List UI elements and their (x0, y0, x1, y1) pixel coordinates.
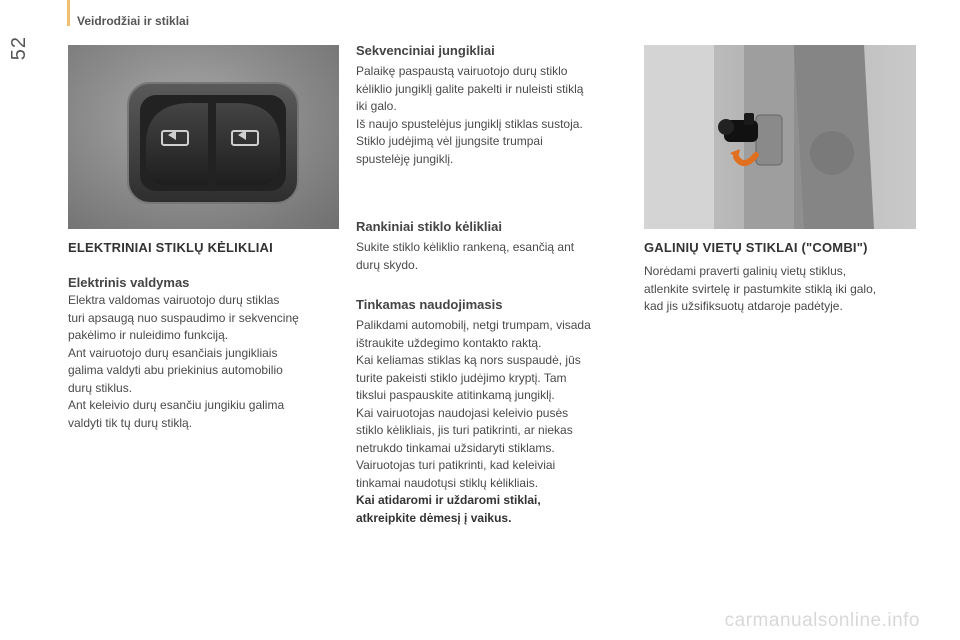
sequential-switches-text (356, 63, 628, 168)
text-line: durų stiklus. (68, 380, 133, 395)
text-line: Kai keliamas stiklas ką nors suspaudė, jūs (356, 353, 581, 367)
text-line: galima valdyti abu priekinius automobilio (68, 363, 283, 377)
proper-use-text (356, 317, 631, 527)
text-line: pakėlimo ir nuleidimo funkciją. (68, 328, 229, 342)
text-line: stiklo kėlikliais, jis turi patikrinti, ar niekas (356, 423, 573, 437)
rear-window-latch-photo (644, 45, 916, 229)
manual-windows-text (356, 239, 628, 274)
text-line: Stiklo judėjimą vėl įjungsite trumpai (356, 134, 543, 148)
proper-use-heading: Tinkamas naudojimasis (356, 297, 503, 312)
text-line: turite pakeisti stiklo judėjimo kryptį. Tam (356, 370, 567, 385)
electric-control-subheading: Elektrinis valdymas (68, 275, 190, 290)
text-line: spustelėję jungiklį. (356, 151, 454, 166)
electric-control-text (68, 292, 343, 432)
text-line: Sukite stiklo kėliklio rankeną, esančią ant (356, 240, 575, 254)
text-line: Ant vairuotojo durų esančiais jungikliais (68, 345, 278, 360)
text-line: atlenkite svirtelę ir pastumkite stiklą iki galo, (644, 281, 877, 296)
rear-windows-text (644, 263, 919, 316)
power-windows-heading: ELEKTRINIAI STIKLŲ KĖLIKLIAI (68, 240, 273, 255)
text-line: Norėdami praverti galinių vietų stiklus, (644, 264, 847, 278)
manual-windows-heading: Rankiniai stiklo kėlikliai (356, 219, 502, 234)
text-line: ištraukite uždegimo kontakto raktą. (356, 335, 542, 350)
watermark: carmanualsonline.info (724, 610, 920, 631)
text-line: tikslui paspauskite atitinkamą jungiklį. (356, 388, 555, 402)
text-line: Kai vairuotojas naudojasi keleivio pusės (356, 405, 569, 420)
window-switch-illustration (68, 45, 339, 229)
text-line: tinkamai naudotųsi stiklų kėlikliais. (356, 475, 539, 490)
text-line: Elektra valdomas vairuotojo durų stiklas (68, 293, 280, 307)
child-warning-line: atkreipkite dėmesį į vaikus. (356, 510, 512, 525)
text-line: iki galo. (356, 99, 397, 113)
rear-window-latch-illustration (644, 45, 916, 229)
text-line: Palaikę paspaustą vairuotojo durų stiklo (356, 64, 568, 78)
sequential-switches-heading: Sekvenciniai jungikliai (356, 43, 495, 58)
section-title: Veidrodžiai ir stiklai (77, 14, 190, 28)
child-warning-line: Kai atidaromi ir uždaromi stiklai, (356, 493, 541, 507)
text-line: durų skydo. (356, 257, 419, 272)
text-line: Palikdami automobilį, netgi trumpam, visada (356, 318, 591, 332)
text-line: Iš naujo spustelėjus jungiklį stiklas sustoja. (356, 116, 583, 131)
text-line: valdyti tik tų durų stiklą. (68, 415, 193, 430)
header-accent-bar (67, 0, 70, 26)
text-line: kėliklio jungiklį galite pakelti ir nuleisti stiklą (356, 81, 584, 96)
page-number: 52 (8, 36, 30, 61)
text-line: netrukdo tinkamai užsidaryti stiklams. (356, 440, 555, 455)
rear-windows-heading: GALINIŲ VIETŲ STIKLAI ("COMBI") (644, 240, 868, 255)
text-line: kad jis užsifiksuotų atdaroje padėtyje. (644, 299, 843, 313)
text-line: Ant keleivio durų esančiu jungikiu galima (68, 398, 285, 412)
latch-lever (718, 113, 758, 142)
text-line: turi apsaugą nuo suspaudimo ir sekvencinę (68, 310, 299, 325)
right-window-switch (216, 103, 280, 185)
window-switch-photo (68, 45, 339, 229)
text-line: Vairuotojas turi patikrinti, kad keleiviai (356, 458, 556, 472)
